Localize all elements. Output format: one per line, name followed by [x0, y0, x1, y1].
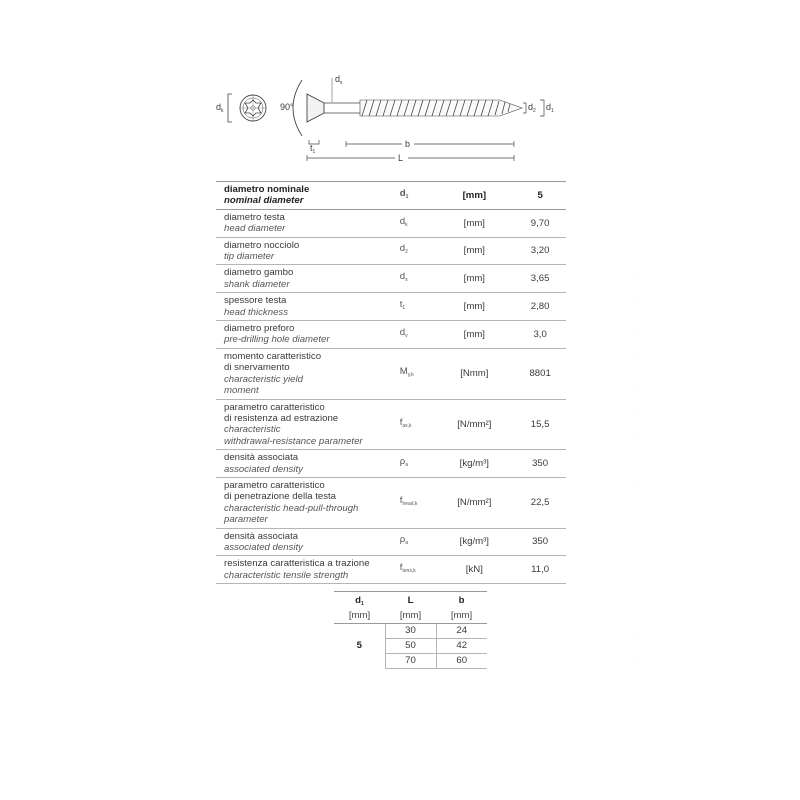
spec-symbol: $f_{head,k}$ — [392, 477, 435, 528]
sizes-row — [334, 624, 487, 639]
angle-arc — [293, 80, 302, 136]
spec-value: 9,70 — [506, 209, 566, 237]
sizes-L: 70 — [385, 654, 436, 669]
d1-label: $d_1$ — [546, 102, 554, 114]
label-it: densità associata — [224, 452, 299, 464]
spec-value: 350 — [506, 528, 566, 556]
margin-mark: · — [637, 301, 639, 307]
sizes-L: 30 — [385, 624, 436, 639]
spec-unit: [N/mm²] — [434, 477, 506, 528]
label-en: pre-drilling hole diameter — [224, 334, 330, 346]
margin-mark: · — [637, 272, 639, 278]
spec-symbol: $t_1$ — [392, 293, 435, 321]
sizes-b: 24 — [436, 624, 487, 639]
L-label: L — [398, 153, 404, 163]
label-en: characteristic yield moment — [224, 373, 303, 397]
spec-row — [216, 399, 566, 450]
spec-unit: [mm] — [434, 321, 506, 349]
spec-table — [216, 181, 566, 584]
spec-value: 3,20 — [506, 237, 566, 265]
spec-value: 15,5 — [506, 399, 566, 450]
spec-row — [216, 450, 566, 478]
spec-label — [216, 450, 392, 478]
head-front-view — [240, 95, 266, 121]
margin-mark: · — [637, 356, 639, 362]
t1-label: $t_1$ — [310, 143, 316, 155]
spec-value: 2,80 — [506, 293, 566, 321]
spec-value: 8801 — [506, 348, 566, 399]
spec-label — [216, 556, 392, 584]
label-en: head thickness — [224, 306, 288, 318]
spec-value: 22,5 — [506, 477, 566, 528]
spec-row — [216, 293, 566, 321]
spec-symbol: $f_{tens,k}$ — [392, 556, 435, 584]
spec-label — [216, 348, 392, 399]
d2-label: $d_2$ — [528, 102, 536, 114]
margin-mark: · — [637, 432, 639, 438]
sizes-header-row — [334, 592, 487, 624]
spec-symbol: $\rho_a$ — [392, 450, 435, 478]
sizes-b: 60 — [436, 654, 487, 669]
spec-unit: [N/mm²] — [434, 399, 506, 450]
sizes-header-cell: b [mm] — [436, 592, 487, 624]
label-it: diametro testa — [224, 211, 285, 223]
spec-label — [216, 528, 392, 556]
header-it: diametro nominale — [224, 184, 310, 195]
label-en: associated density — [224, 463, 303, 475]
header-value: 5 — [506, 182, 566, 210]
spec-symbol: $d_s$ — [392, 265, 435, 293]
label-en: head diameter — [224, 223, 286, 235]
screw-side-view — [307, 94, 522, 122]
spec-header-row — [216, 182, 566, 210]
label-en: characteristic tensile strength — [224, 569, 349, 581]
label-it: diametro nocciolo — [224, 239, 300, 251]
margin-mark: · — [637, 407, 639, 413]
label-en: associated density — [224, 541, 303, 553]
margin-mark: · — [637, 382, 639, 388]
margin-mark: · — [637, 631, 639, 637]
spec-unit: [Nmm] — [434, 348, 506, 399]
spec-symbol: $M_{y,k}$ — [392, 348, 435, 399]
label-en: characteristic withdrawal-resistance parameter — [224, 424, 363, 447]
label-en: tip diameter — [224, 251, 275, 263]
sizes-header-cell: $d_1$ [mm] — [334, 592, 385, 624]
spec-symbol: $d_2$ — [392, 237, 435, 265]
sizes-header-cell: L [mm] — [385, 592, 436, 624]
label-it: diametro preforo — [224, 323, 295, 335]
header-unit: [mm] — [434, 182, 506, 210]
spec-row — [216, 528, 566, 556]
label-en: shank diameter — [224, 278, 290, 290]
sizes-b: 42 — [436, 639, 487, 654]
spec-symbol: $\rho_a$ — [392, 528, 435, 556]
b-label: b — [405, 139, 411, 149]
spec-row — [216, 556, 566, 584]
spec-unit: [mm] — [434, 293, 506, 321]
ds-label: $d_s$ — [335, 74, 343, 86]
spec-row — [216, 321, 566, 349]
label-it: momento caratteristico di snervamento — [224, 350, 322, 374]
spec-label — [216, 265, 392, 293]
spec-unit: [mm] — [434, 265, 506, 293]
spec-label — [216, 237, 392, 265]
spec-label — [216, 477, 392, 528]
spec-label — [216, 293, 392, 321]
d1-bracket — [540, 100, 544, 116]
spec-header-label — [216, 182, 392, 210]
spec-row — [216, 209, 566, 237]
spec-row — [216, 477, 566, 528]
spec-value: 3,65 — [506, 265, 566, 293]
label-it: parametro caratteristico di penetrazione della testa — [224, 479, 337, 503]
header-en: nominal diameter — [224, 195, 304, 207]
label-en: characteristic head-pull-through parameter — [224, 502, 359, 526]
sizes-L: 50 — [385, 639, 436, 654]
spec-label — [216, 209, 392, 237]
margin-mark: · — [637, 328, 639, 334]
spec-row — [216, 348, 566, 399]
spec-unit: [kN] — [434, 556, 506, 584]
spec-unit: [kg/m³] — [434, 528, 506, 556]
spec-value: 350 — [506, 450, 566, 478]
margin-mark: · — [637, 656, 639, 662]
spec-label — [216, 399, 392, 450]
screw-diagram — [210, 70, 570, 170]
d2-bracket — [523, 103, 526, 113]
margin-mark: · — [637, 481, 639, 487]
spec-symbol: $d_v$ — [392, 321, 435, 349]
spec-value: 3,0 — [506, 321, 566, 349]
spec-label — [216, 321, 392, 349]
spec-symbol: $f_{ax,k}$ — [392, 399, 435, 450]
spec-row — [216, 265, 566, 293]
spec-row — [216, 237, 566, 265]
label-it: densità associata — [224, 530, 299, 542]
sizes-table — [334, 591, 487, 669]
spec-unit: [mm] — [434, 237, 506, 265]
dk-bracket — [228, 94, 232, 122]
spec-value: 11,0 — [506, 556, 566, 584]
label-it: spessore testa — [224, 295, 287, 307]
header-symbol: $d_1$ — [392, 182, 435, 210]
label-it: parametro caratteristico di resistenza ad estrazione — [224, 401, 339, 424]
angle-label: 90° — [280, 102, 294, 112]
spec-symbol: $d_k$ — [392, 209, 435, 237]
label-it: resistenza caratteristica a trazione — [224, 558, 370, 570]
spec-unit: [kg/m³] — [434, 450, 506, 478]
spec-unit: [mm] — [434, 209, 506, 237]
sizes-d1: 5 — [356, 640, 362, 652]
label-it: diametro gambo — [224, 267, 294, 279]
dk-label: $d_k$ — [216, 102, 224, 114]
